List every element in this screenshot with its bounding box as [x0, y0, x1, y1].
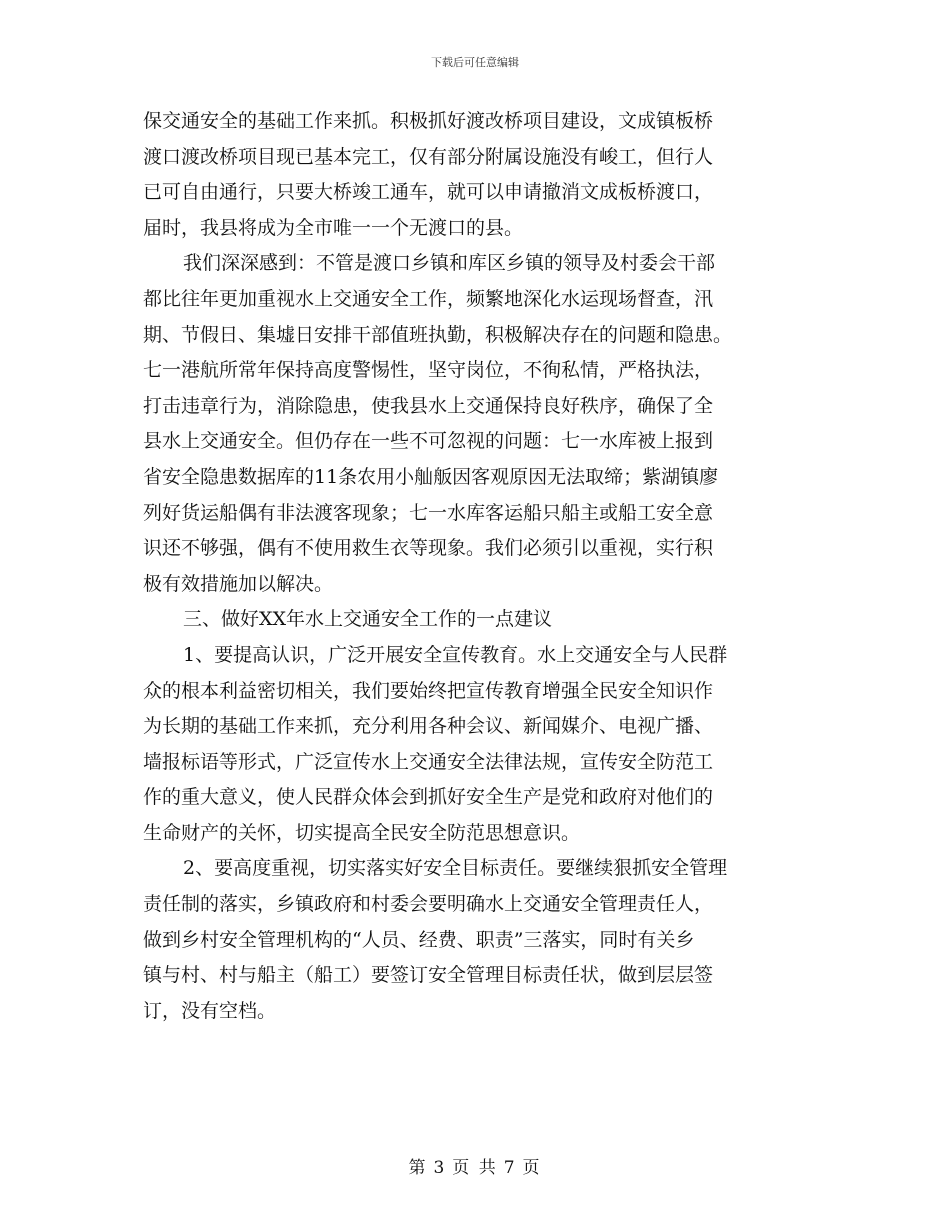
- text-line: 期、节假日、集墟日安排干部值班执勤，积极解决存在的问题和隐患。: [143, 323, 733, 346]
- text-line: 县水上交通安全。但仍存在一些不可忽视的问题：七一水库被上报到: [143, 430, 714, 453]
- document-body: [143, 104, 808, 1029]
- page-number-prefix: 第: [408, 1158, 428, 1178]
- text-line: 极有效措施加以解决。: [143, 572, 334, 595]
- text-line: 已可自由通行，只要大桥竣工通车，就可以申请撤消文成板桥渡口，: [143, 181, 714, 204]
- text-line: 打击违章行为，消除隐患，使我县水上交通保持良好秩序，确保了全: [143, 394, 714, 417]
- text-line: 三、做好XX年水上交通安全工作的一点建议: [183, 608, 553, 631]
- text-line: 渡口渡改桥项目现已基本完工，仅有部分附属设施没有峻工，但行人: [143, 145, 714, 168]
- text-line: 作的重大意义，使人民群众体会到抓好安全生产是党和政府对他们的: [143, 786, 714, 809]
- text-line: 责任制的落实，乡镇政府和村委会要明确水上交通安全管理责任人，: [143, 893, 714, 916]
- page-number-suffix: 页: [522, 1158, 542, 1178]
- text-line: 订，没有空档。: [143, 999, 277, 1022]
- text-line: 我们深深感到：不管是渡口乡镇和库区乡镇的领导及村委会干部: [183, 252, 716, 275]
- text-line: 列好货运船偶有非法渡客现象；七一水库客运船只船主或船工安全意: [143, 501, 714, 524]
- text-line: 识还不够强，偶有不使用救生衣等现象。我们必须引以重视，实行积: [143, 537, 714, 560]
- current-page-number: 3: [433, 1158, 447, 1178]
- text-line: 生命财产的关怀，切实提高全民安全防范思想意识。: [143, 821, 581, 844]
- text-line: 为长期的基础工作来抓，充分利用各种会议、新闻媒介、电视广播、: [143, 715, 714, 738]
- text-line: 保交通安全的基础工作来抓。积极抓好渡改桥项目建设，文成镇板桥: [143, 110, 714, 132]
- page-header: 下载后可任意编辑: [431, 56, 519, 69]
- text-line: 做到乡村安全管理机构的“人员、经费、职责”三落实，同时有关乡: [143, 928, 695, 951]
- text-line: 届时，我县将成为全市唯一一个无渡口的县。: [143, 216, 524, 239]
- text-line: 省安全隐患数据库的11条农用小舢舨因客观原因无法取缔；紫湖镇廖: [143, 465, 719, 488]
- total-pages-number: 7: [503, 1158, 517, 1178]
- text-line: 七一港航所常年保持高度警惕性，坚守岗位，不徇私情，严格执法，: [143, 359, 714, 382]
- text-line: 1、要提高认识，广泛开展安全宣传教育。水上交通安全与人民群: [183, 643, 728, 666]
- page-number-middle: 页 共: [452, 1158, 498, 1178]
- text-line: 都比往年更加重视水上交通安全工作，频繁地深化水运现场督查，汛: [143, 287, 714, 310]
- text-line: 众的根本利益密切相关，我们要始终把宣传教育增强全民安全知识作: [143, 679, 714, 702]
- text-line: 墙报标语等形式，广泛宣传水上交通安全法律法规，宣传安全防范工: [143, 750, 714, 773]
- text-line: 2、要高度重视，切实落实好安全目标责任。要继续狠抓安全管理: [183, 857, 728, 880]
- page-footer: [0, 1153, 950, 1178]
- text-line: 镇与村、村与船主（船工）要签订安全管理目标责任状，做到层层签: [143, 964, 714, 987]
